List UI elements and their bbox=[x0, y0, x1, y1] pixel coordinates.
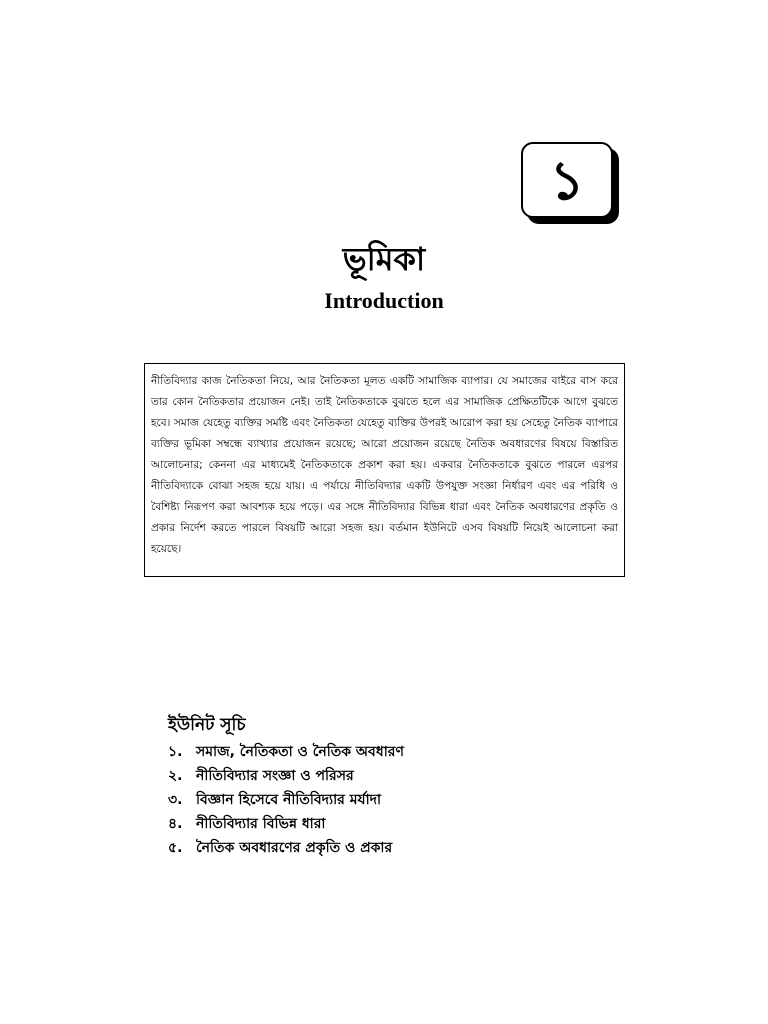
chapter-number-box bbox=[521, 142, 613, 218]
unit-item-label: বিজ্ঞান হিসেবে নীতিবিদ্যার মর্যাদা bbox=[196, 792, 382, 808]
unit-item bbox=[168, 764, 588, 788]
unit-item-label: নৈতিক অবধারণের প্রকৃতি ও প্রকার bbox=[196, 840, 393, 856]
unit-item bbox=[168, 836, 588, 860]
unit-item-label: সমাজ, নৈতিকতা ও নৈতিক অবধারণ bbox=[196, 744, 404, 760]
unit-index bbox=[168, 712, 588, 860]
unit-item bbox=[168, 812, 588, 836]
unit-item-number: ৪. bbox=[168, 816, 183, 832]
unit-item-number: ৩. bbox=[168, 792, 183, 808]
unit-list bbox=[168, 740, 588, 860]
unit-item-number: ২. bbox=[168, 768, 183, 784]
page-title-bengali: ভূমিকা bbox=[342, 240, 426, 278]
intro-paragraph: নীতিবিদ্যার কাজ নৈতিকতা নিয়ে, আর নৈতিকতা মূলত একটি সামাজিক ব্যাপার। যে সমাজের বাইরে বাস করে তার কোন নৈতিকতার প্রয়োজন নেই। তাই নৈতিকতাকে বুঝতে হলে এর সামাজিক প্রেক্ষিতটিকে আগে বুঝতে হবে। সমাজ যেহেতু ব্যক্তির সমষ্টি এবং নৈতিকতা যেহেতু ব্যক্তির উপরই আরোপ করা হয় সেহেতু নৈতিক ব্যাপারে ব্যক্তির ভূমিকা সম্বন্ধে ব্যাখ্যার প্রয়োজন রয়েছে; আরো প্রয়োজন রয়েছে নৈতিক অবধারণের বিষয়ে বিস্তারিত আলোচনার; কেননা এর মাধ্যমেই নৈতিকতাকে প্রকাশ করা হয়। একবার নৈতিকতাকে বুঝতে পারলে এরপর নীতিবিদ্যাকে বোঝা সহজ হয়ে যায়। এ পর্যায়ে নীতিবিদ্যার একটি উপযুক্ত সংজ্ঞা নির্ধারণ এবং এর পরিধি ও বৈশিষ্ট্য নিরূপণ করা আবশ্যক হয়ে পড়ে। এর সঙ্গে নীতিবিদ্যার বিভিন্ন ধারা এবং নৈতিক অবধারণের প্রকৃতি ও প্রকার নির্দেশ করতে পারলে বিষয়টি আরো সহজ হয়। বর্তমান ইউনিটে এসব বিষয়টি নিয়েই আলোচনা করা হয়েছে। bbox=[151, 375, 618, 555]
unit-item-number: ৫. bbox=[168, 840, 183, 856]
page-title-english: Introduction bbox=[324, 288, 444, 313]
unit-index-heading: ইউনিট সূচি bbox=[168, 715, 246, 735]
unit-item bbox=[168, 788, 588, 812]
chapter-number: ১ bbox=[549, 148, 585, 212]
unit-item-number: ১. bbox=[168, 744, 183, 760]
intro-box bbox=[144, 363, 625, 577]
unit-item-label: নীতিবিদ্যার সংজ্ঞা ও পরিসর bbox=[196, 768, 354, 784]
unit-item-label: নীতিবিদ্যার বিভিন্ন ধারা bbox=[196, 816, 326, 832]
unit-item bbox=[168, 740, 588, 764]
